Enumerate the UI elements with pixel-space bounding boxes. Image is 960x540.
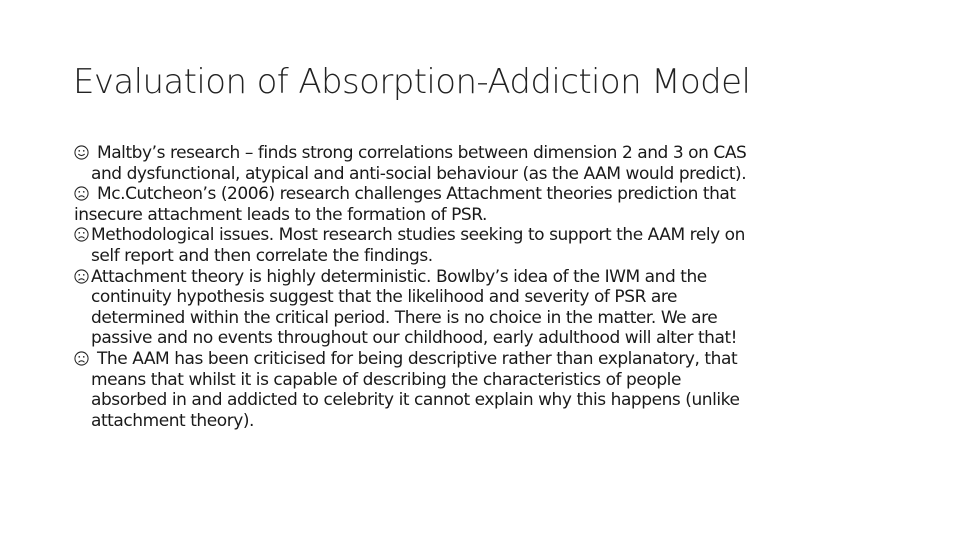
bullet-maltby [74, 143, 904, 184]
bullet-line: attachment theory). [91, 410, 254, 431]
bullet-text: The AAM has been criticised for being descriptive rather than explanatory, that [97, 348, 738, 369]
sad-face-icon [74, 269, 89, 284]
smiley-face-icon [74, 145, 89, 160]
bullet-mccutcheon [74, 184, 904, 225]
slide-title: Evaluation of Absorption-Addiction Model [73, 62, 751, 102]
sad-face-icon [74, 351, 89, 366]
bullet-line: passive and no events throughout our childhood, early adulthood will alter that! [91, 328, 738, 349]
bullet-line [74, 225, 904, 246]
sad-face-icon [74, 227, 89, 242]
bullet-line [74, 267, 904, 288]
bullet-descriptive-criticism [74, 349, 904, 431]
bullet-line: and dysfunctional, atypical and anti-social behaviour (as the AAM would predict). [91, 163, 747, 184]
bullet-list [74, 143, 904, 431]
bullet-line: absorbed in and addicted to celebrity it cannot explain why this happens (unlike [91, 390, 740, 411]
bullet-line: determined within the critical period. There is no choice in the matter. We are [91, 307, 718, 328]
bullet-line: continuity hypothesis suggest that the likelihood and severity of PSR are [91, 287, 678, 308]
bullet-line: self report and then correlate the findings. [91, 245, 433, 266]
bullet-text: Maltby’s research – finds strong correlations between dimension 2 and 3 on CAS [97, 143, 747, 163]
bullet-text: Methodological issues. Most research studies seeking to support the AAM rely on [91, 225, 745, 246]
bullet-methodological [74, 225, 904, 266]
bullet-line [74, 143, 904, 164]
bullet-line: insecure attachment leads to the formation of PSR. [74, 204, 487, 225]
bullet-attachment-theory [74, 267, 904, 349]
bullet-text: Mc.Cutcheon’s (2006) research challenges Attachment theories prediction that [97, 184, 736, 205]
bullet-text: Attachment theory is highly deterministic. Bowlby’s idea of the IWM and the [91, 266, 707, 287]
bullet-line [74, 184, 904, 205]
sad-face-icon [74, 186, 89, 201]
bullet-line [74, 349, 904, 370]
bullet-line: means that whilst it is capable of describing the characteristics of people [91, 369, 681, 390]
